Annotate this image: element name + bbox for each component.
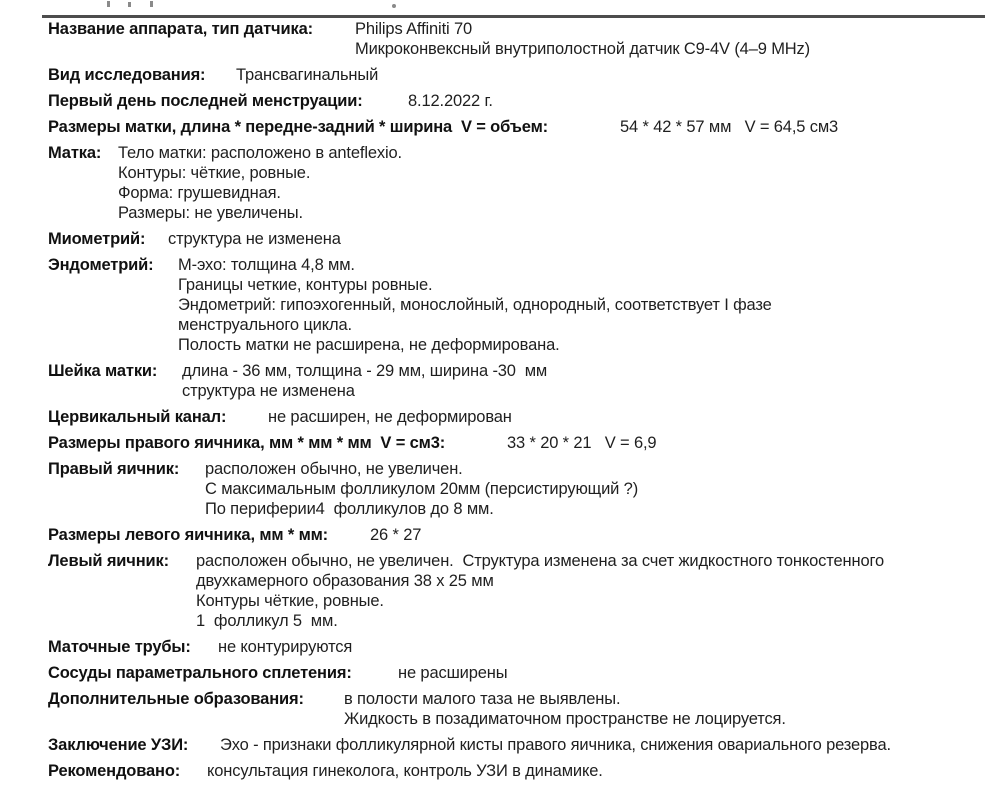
field-label-uterus: Матка: (48, 144, 102, 162)
field-label-left-ovary-size: Размеры левого яичника, мм * мм: (48, 526, 329, 544)
field-value-left-ovary-size (370, 525, 1000, 545)
field-value-line: 26 * 27 (370, 526, 422, 544)
report-row-exam-type (0, 65, 1000, 85)
report-row-right-ovary-size (0, 433, 1000, 453)
field-value-line: 8.12.2022 г. (408, 92, 493, 110)
horizontal-divider (42, 15, 985, 18)
field-value-line: По периферии4 фолликулов до 8 мм. (205, 500, 494, 518)
field-value-line: не расширены (398, 664, 508, 682)
field-label-conclusion: Заключение УЗИ: (48, 736, 189, 754)
field-value-line: менструального цикла. (178, 316, 352, 334)
field-value-line: Эхо - признаки фолликулярной кисты правого яичника, снижения овариального резерва. (220, 736, 891, 754)
field-value-line: Эндометрий: гипоэхогенный, монослойный, однородный, соответствует I фазе (178, 296, 772, 314)
field-value-line: Трансвагинальный (236, 66, 379, 84)
field-value-uterus (118, 143, 1000, 223)
clipped-text-artifact (392, 4, 396, 8)
field-value-line: Жидкость в позадиматочном пространстве не лоцируется. (344, 710, 786, 728)
report-body (0, 19, 1000, 787)
field-value-line: Philips Affiniti 70 (355, 20, 473, 38)
report-row-right-ovary (0, 459, 1000, 519)
field-label-cervical-canal: Цервикальный канал: (48, 408, 227, 426)
field-value-line: 33 * 20 * 21 V = 6,9 (507, 434, 657, 452)
field-label-last-menstruation-date: Первый день последней менструации: (48, 92, 363, 110)
field-value-uterus-size (620, 117, 1000, 137)
field-value-line: структура не изменена (182, 382, 355, 400)
report-row-recommendations (0, 761, 1000, 781)
field-value-parametrial-vessels (398, 663, 1000, 683)
field-label-parametrial-vessels: Сосуды параметрального сплетения: (48, 664, 352, 682)
report-row-cervix (0, 361, 1000, 401)
field-value-line: расположен обычно, не увеличен. Структура изменена за счет жидкостного тонкостенного (196, 552, 885, 570)
field-value-line: двухкамерного образования 38 х 25 мм (196, 572, 494, 590)
field-value-line: Форма: грушевидная. (118, 184, 281, 202)
report-row-uterus-size (0, 117, 1000, 137)
field-value-line: не контурируются (218, 638, 353, 656)
field-value-cervical-canal (268, 407, 1000, 427)
field-label-endometrium: Эндометрий: (48, 256, 154, 274)
field-value-line: Границы четкие, контуры ровные. (178, 276, 433, 294)
field-value-line: С максимальным фолликулом 20мм (персистирующий ?) (205, 480, 639, 498)
report-row-parametrial-vessels (0, 663, 1000, 683)
field-value-right-ovary (205, 459, 1000, 519)
field-value-line: длина - 36 мм, толщина - 29 мм, ширина -30 мм (182, 362, 548, 380)
field-value-cervix (182, 361, 1000, 401)
field-label-right-ovary-size: Размеры правого яичника, мм * мм * мм V = см3: (48, 434, 446, 452)
field-value-line: расположен обычно, не увеличен. (205, 460, 463, 478)
report-row-left-ovary (0, 551, 1000, 631)
field-value-line: Размеры: не увеличены. (118, 204, 303, 222)
field-value-line: Тело матки: расположено в anteflexio. (118, 144, 402, 162)
field-value-conclusion (220, 735, 1000, 755)
clipped-text-artifact (107, 1, 110, 7)
report-row-additional-masses (0, 689, 1000, 729)
field-value-myometrium (168, 229, 1000, 249)
field-value-fallopian-tubes (218, 637, 1000, 657)
field-label-cervix: Шейка матки: (48, 362, 158, 380)
field-value-line: Микроконвексный внутриполостной датчик C9-4V (4–9 MHz) (355, 40, 811, 58)
field-value-line: М-эхо: толщина 4,8 мм. (178, 256, 355, 274)
field-label-device: Название аппарата, тип датчика: (48, 20, 313, 38)
field-value-left-ovary (196, 551, 1000, 631)
report-row-left-ovary-size (0, 525, 1000, 545)
field-label-myometrium: Миометрий: (48, 230, 146, 248)
report-row-uterus (0, 143, 1000, 223)
field-label-right-ovary: Правый яичник: (48, 460, 180, 478)
field-value-line: структура не изменена (168, 230, 341, 248)
field-value-line: в полости малого таза не выявлены. (344, 690, 621, 708)
field-value-line: Полость матки не расширена, не деформирована. (178, 336, 560, 354)
field-value-last-menstruation-date (408, 91, 1000, 111)
clipped-text-artifact (128, 2, 131, 7)
report-row-fallopian-tubes (0, 637, 1000, 657)
report-row-last-menstruation-date (0, 91, 1000, 111)
field-value-line: 1 фолликул 5 мм. (196, 612, 338, 630)
field-value-recommendations (207, 761, 1000, 781)
report-row-myometrium (0, 229, 1000, 249)
field-label-additional-masses: Дополнительные образования: (48, 690, 304, 708)
field-value-line: не расширен, не деформирован (268, 408, 512, 426)
report-row-cervical-canal (0, 407, 1000, 427)
field-value-line: 54 * 42 * 57 мм V = 64,5 см3 (620, 118, 839, 136)
report-row-endometrium (0, 255, 1000, 355)
clipped-text-artifact (150, 1, 153, 7)
field-value-exam-type (236, 65, 1000, 85)
field-label-exam-type: Вид исследования: (48, 66, 206, 84)
field-value-line: консультация гинеколога, контроль УЗИ в динамике. (207, 762, 603, 780)
report-row-conclusion (0, 735, 1000, 755)
field-value-endometrium (178, 255, 1000, 355)
field-label-recommendations: Рекомендовано: (48, 762, 181, 780)
field-label-uterus-size: Размеры матки, длина * передне-задний * ширина V = объем: (48, 118, 549, 136)
field-value-device (355, 19, 1000, 59)
field-value-right-ovary-size (507, 433, 1000, 453)
field-value-line: Контуры: чёткие, ровные. (118, 164, 311, 182)
field-value-additional-masses (344, 689, 1000, 729)
field-label-fallopian-tubes: Маточные трубы: (48, 638, 191, 656)
field-label-left-ovary: Левый яичник: (48, 552, 169, 570)
field-value-line: Контуры чёткие, ровные. (196, 592, 384, 610)
report-row-device (0, 19, 1000, 59)
